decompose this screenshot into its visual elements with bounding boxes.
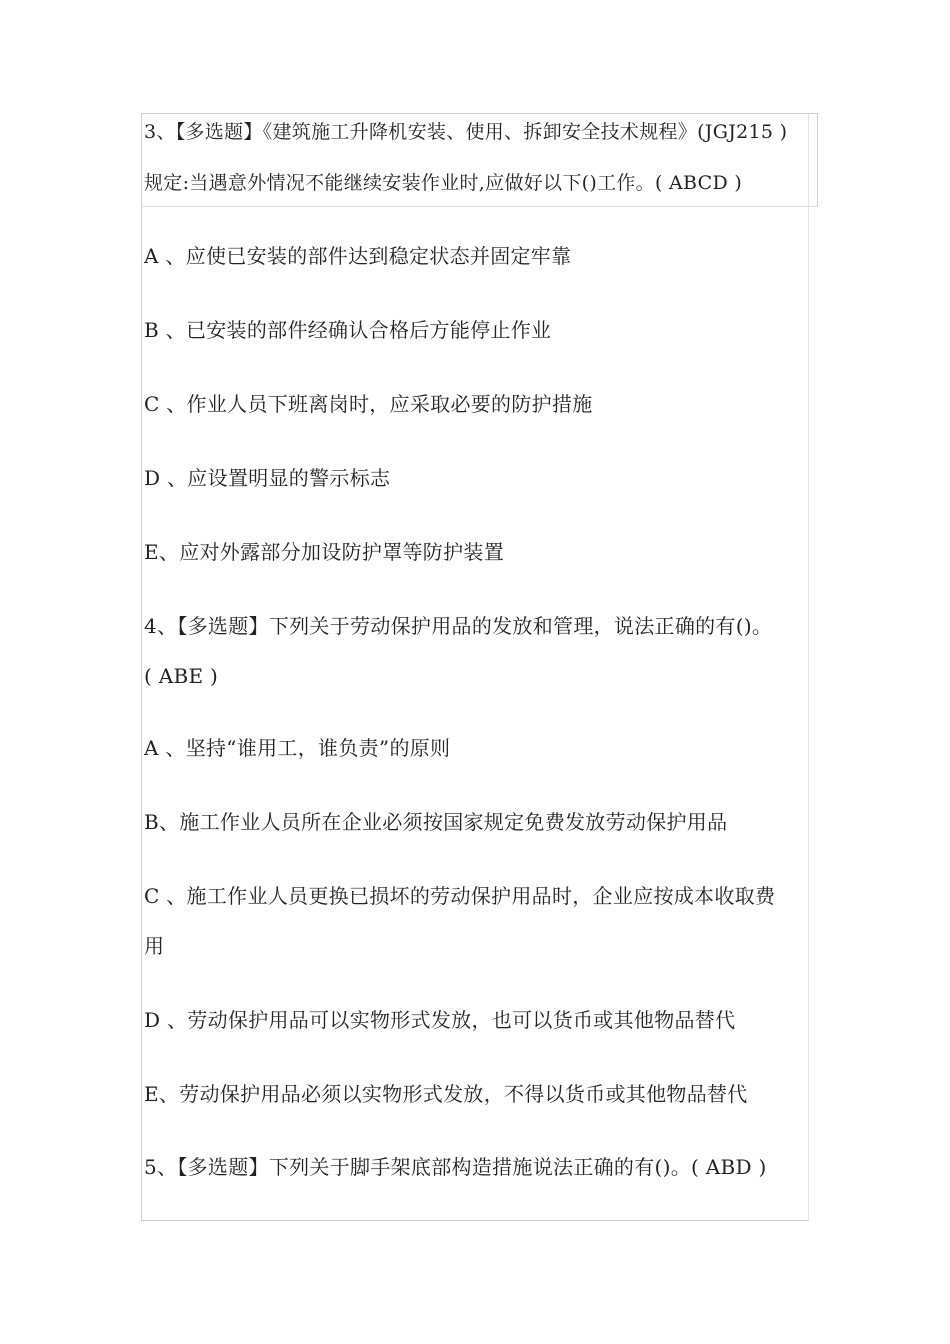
question-3-option-d: D 、应设置明显的警示标志 (144, 466, 391, 490)
question-3-option-b: B 、已安装的部件经确认合格后方能停止作业 (144, 318, 552, 342)
question-4-option-d: D 、劳动保护用品可以实物形式发放，也可以货币或其他物品替代 (144, 1008, 736, 1032)
question-4-option-b: B、施工作业人员所在企业必须按国家规定免费发放劳动保护用品 (144, 810, 728, 834)
question-4-stem-line-2: ( ABE ) (144, 664, 219, 688)
question-3-option-a: A 、应使已安装的部件达到稳定状态并固定牢靠 (144, 244, 572, 268)
question-4-option-c-continued: 用 (144, 934, 165, 958)
question-3-stem-line-1: 3、【多选题】《建筑施工升降机安装、使用、拆卸安全技术规程》(JGJ215 ) (144, 121, 788, 143)
page-frame (141, 113, 809, 1221)
question-4-option-e: E、劳动保护用品必须以实物形式发放，不得以货币或其他物品替代 (144, 1082, 748, 1106)
question-4-option-c: C 、施工作业人员更换已损坏的劳动保护用品时，企业应按成本收取费 (144, 884, 776, 908)
question-4-option-a: A 、坚持“谁用工，谁负责”的原则 (144, 736, 451, 760)
question-4-stem-line-1: 4、【多选题】下列关于劳动保护用品的发放和管理，说法正确的有()。 (144, 614, 773, 638)
question-3-stem-line-2: 规定:当遇意外情况不能继续安装作业时,应做好以下()工作。( ABCD ) (144, 172, 743, 194)
question-5-stem-line-1: 5、【多选题】下列关于脚手架底部构造措施说法正确的有()。( ABD ) (144, 1155, 767, 1179)
question-3-option-e: E、应对外露部分加设防护罩等防护装置 (144, 540, 504, 564)
question-3-option-c: C 、作业人员下班离岗时，应采取必要的防护措施 (144, 392, 593, 416)
